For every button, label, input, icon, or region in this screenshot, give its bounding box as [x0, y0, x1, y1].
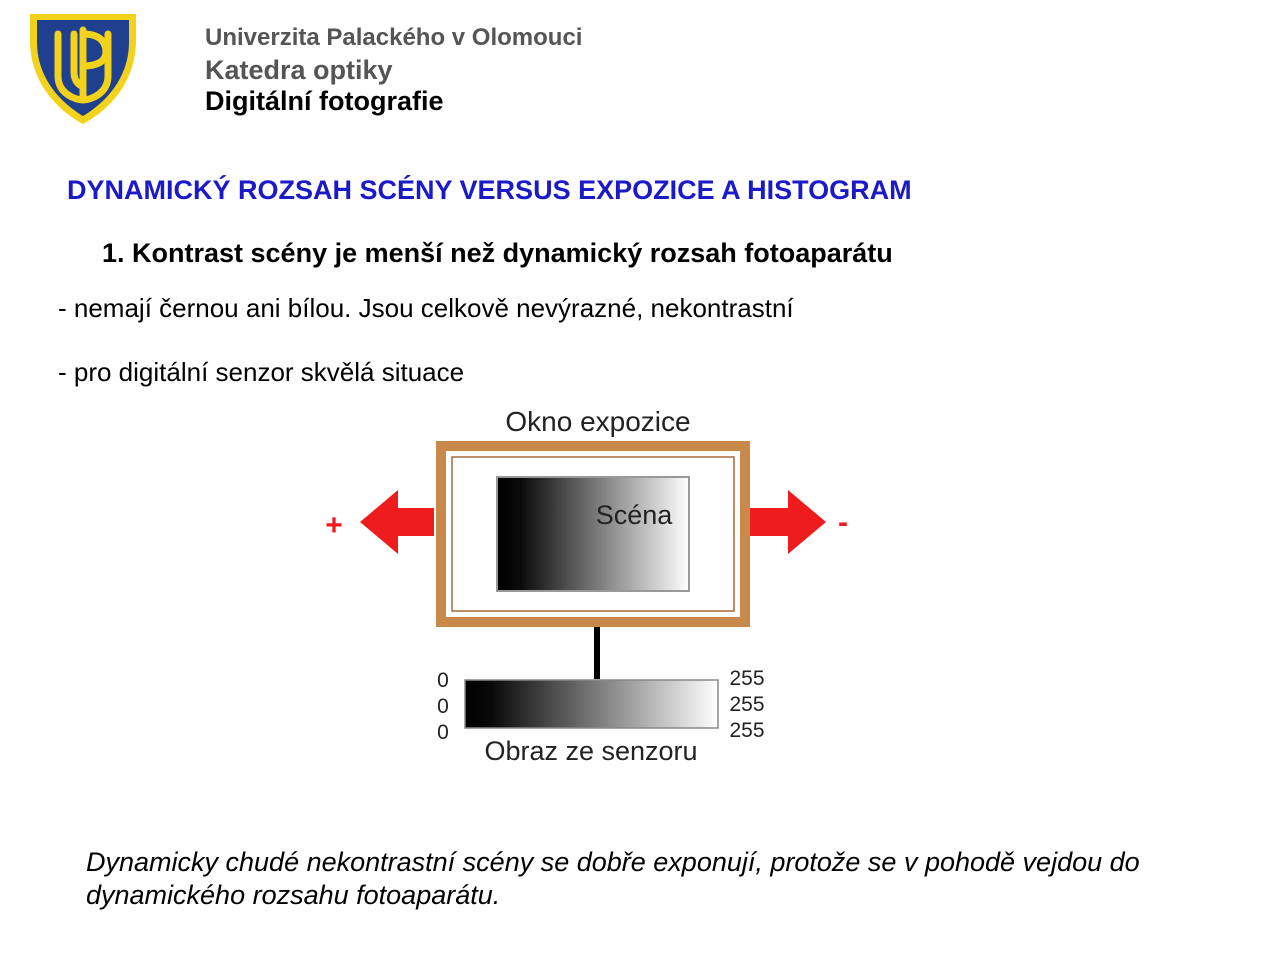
department-name: Katedra optiky [205, 55, 393, 85]
scene-label: Scéna [595, 500, 673, 530]
right-value-2: 255 [729, 693, 765, 716]
bullet-2: - pro digitální senzor skvělá situace [58, 357, 465, 387]
university-name: Univerzita Palackého v Olomouci [205, 24, 583, 51]
left-value-3: 0 [437, 721, 449, 744]
right-value-1: 255 [729, 667, 765, 690]
scene-gradient [497, 477, 689, 591]
sensor-gradient [465, 680, 718, 728]
course-name: Digitální fotografie [205, 86, 444, 116]
slide-subtitle: 1. Kontrast scény je menší než dynamický rozsah fotoaparátu [102, 238, 893, 268]
sensor-label: Obraz ze senzoru [484, 736, 698, 766]
left-value-2: 0 [437, 695, 449, 718]
slide-caption: Dynamicky chudé nekontrastní scény se dobře exponují, protože se v pohodě vejdou do dynamického rozsahu fotoaparátu. [86, 847, 1140, 910]
left-value-1: 0 [437, 669, 449, 692]
left-arrow-icon [360, 490, 434, 554]
bullet-1: - nemají černou ani bílou. Jsou celkově nevýrazné, nekontrastní [58, 293, 794, 323]
plus-sign: + [325, 509, 343, 542]
window-label: Okno expozice [505, 406, 691, 437]
minus-sign: - [838, 506, 848, 539]
right-value-3: 255 [729, 719, 765, 742]
exposure-diagram [316, 398, 856, 770]
right-arrow-icon [750, 490, 826, 554]
university-logo [24, 10, 142, 128]
slide-title: DYNAMICKÝ ROZSAH SCÉNY VERSUS EXPOZICE A HISTOGRAM [67, 175, 912, 205]
connector-line [594, 627, 600, 679]
